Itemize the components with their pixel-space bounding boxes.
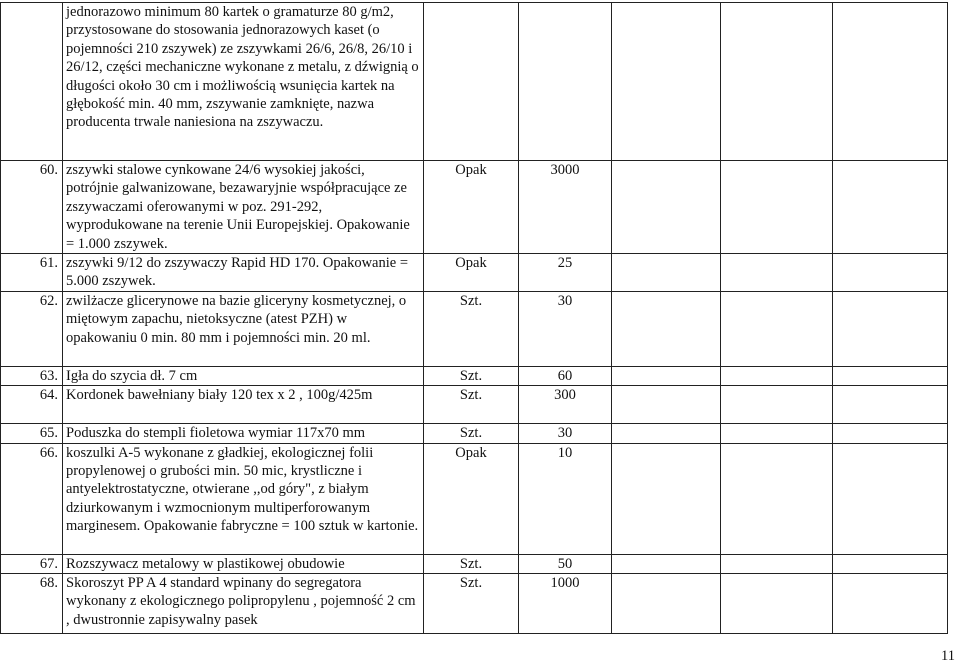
item-unit-cell (424, 291, 519, 366)
empty-cell-cell (833, 366, 948, 385)
item-unit-cell (424, 161, 519, 254)
empty-cell-cell (721, 424, 833, 443)
item-number: 64. (39, 387, 58, 404)
item-quantity-cell (519, 3, 612, 161)
empty-cell-cell (612, 386, 721, 424)
item-number-cell (1, 3, 63, 161)
item-quantity-cell (519, 443, 612, 554)
empty-cell-cell (721, 574, 833, 634)
empty-cell-cell (833, 291, 948, 366)
item-description: Igła do szycia dł. 7 cm (66, 367, 198, 384)
item-unit: Szt. (459, 387, 483, 404)
item-quantity: 3000 (550, 162, 580, 178)
item-unit-cell (424, 366, 519, 385)
empty-cell-cell (833, 161, 948, 254)
item-quantity: 25 (557, 255, 573, 272)
item-description-cell (63, 161, 424, 254)
table-row (1, 161, 948, 254)
empty-cell-cell (721, 161, 833, 254)
item-unit-cell (424, 254, 519, 292)
item-unit: Szt. (459, 555, 483, 572)
item-quantity-cell (519, 254, 612, 292)
empty-cell-cell (612, 3, 721, 161)
item-unit: Szt. (459, 425, 483, 442)
empty-cell-cell (721, 366, 833, 385)
item-unit: Szt. (459, 367, 483, 384)
empty-cell-cell (833, 3, 948, 161)
empty-cell-cell (833, 386, 948, 424)
empty-cell-cell (612, 574, 721, 634)
item-quantity: 60 (557, 367, 573, 384)
item-description-cell (63, 291, 424, 366)
item-quantity: 10 (557, 444, 573, 461)
item-number-cell (1, 574, 63, 634)
item-description-cell (63, 574, 424, 634)
item-number: 67. (39, 555, 58, 572)
empty-cell-cell (721, 443, 833, 554)
item-unit: Szt. (459, 292, 483, 309)
table-row (1, 254, 948, 292)
item-number-cell (1, 161, 63, 254)
empty-cell-cell (612, 366, 721, 385)
item-description-cell (63, 443, 424, 554)
item-description-cell (63, 3, 424, 161)
item-unit-cell (424, 574, 519, 634)
item-description: koszulki A-5 wykonane z gładkiej, ekologicznej folii propylenowej o grubości min. 50 mic, krystliczne i antyelektrostatyczne, otwierane ,,od góry", z białym dziurkowanym i wzmocnionym multiperforowanym marginesem. Opakowanie fabryczne = 100 sztuk w kartonie. (66, 444, 419, 535)
item-description-cell (63, 386, 424, 424)
empty-cell-cell (833, 443, 948, 554)
table-row (1, 443, 948, 554)
item-description-cell (63, 366, 424, 385)
item-description: Rozszywacz metalowy w plastikowej obudowie (66, 555, 345, 572)
item-quantity: 30 (557, 292, 573, 309)
item-unit: Opak (455, 444, 487, 461)
empty-cell-cell (612, 443, 721, 554)
empty-cell-cell (833, 424, 948, 443)
empty-cell-cell (612, 254, 721, 292)
item-number-cell (1, 424, 63, 443)
item-unit-cell (424, 3, 519, 161)
table-row (1, 554, 948, 573)
item-number-cell (1, 554, 63, 573)
item-unit: Opak (455, 255, 487, 272)
item-quantity: 50 (557, 555, 573, 572)
item-quantity-cell (519, 424, 612, 443)
item-quantity-cell (519, 554, 612, 573)
item-description: zszywki 9/12 do zszywaczy Rapid HD 170. Opakowanie = 5.000 zszywek. (66, 255, 412, 290)
item-number: 61. (39, 255, 58, 272)
empty-cell-cell (721, 554, 833, 573)
item-description: zwilżacze glicerynowe na bazie gliceryny kosmetycznej, o miętowym zapachu, nietoksyczne (atest PZH) w opakowaniu 0 min. 80 mm i pojemności min. 20 ml. (66, 292, 410, 346)
item-quantity-cell (519, 291, 612, 366)
item-description: Poduszka do stempli fioletowa wymiar 117x70 mm (66, 425, 366, 442)
item-quantity: 1000 (550, 575, 580, 592)
table-row (1, 3, 948, 161)
item-unit-cell (424, 443, 519, 554)
item-unit: Szt. (459, 575, 483, 592)
table-row (1, 366, 948, 385)
item-number: 65. (39, 425, 58, 442)
page-number: 11 (941, 648, 955, 664)
item-unit-cell (424, 554, 519, 573)
empty-cell-cell (833, 254, 948, 292)
empty-cell-cell (721, 386, 833, 424)
item-number: 66. (39, 444, 58, 461)
item-quantity-cell (519, 574, 612, 634)
item-unit-cell (424, 386, 519, 424)
item-description: jednorazowo minimum 80 kartek o gramaturze 80 g/m2, przystosowane do stosowania jednorazowych kaset (o pojemności 210 zszywek) ze zszywkami 26/6, 26/8, 26/10 i 26/12, części mechaniczne wykonane z metalu, z dźwignią o długości około 30 cm i możliwością wsunięcia kartek na głębokość min. 40 mm, zszywanie zamknięte, nazwa producenta trwale naniesiona na zszywaczu. (66, 4, 423, 131)
empty-cell-cell (721, 291, 833, 366)
empty-cell-cell (612, 161, 721, 254)
specification-table (0, 2, 948, 634)
item-number-cell (1, 386, 63, 424)
empty-cell-cell (833, 554, 948, 573)
item-number: 62. (39, 292, 58, 309)
item-quantity-cell (519, 366, 612, 385)
item-description-cell (63, 554, 424, 573)
table-row (1, 574, 948, 634)
table-body (1, 3, 948, 634)
empty-cell-cell (721, 254, 833, 292)
item-number-cell (1, 291, 63, 366)
table-row (1, 386, 948, 424)
item-unit: Opak (455, 162, 487, 178)
item-quantity: 30 (557, 425, 573, 442)
empty-cell-cell (612, 554, 721, 573)
item-description: Skoroszyt PP A 4 standard wpinany do segregatora wykonany z ekologicznego polipropylenu , pojemność 2 cm , dwustronnie zapisywalny pasek (66, 575, 420, 628)
item-number: 60. (39, 162, 58, 178)
item-unit-cell (424, 424, 519, 443)
item-number: 68. (39, 575, 58, 592)
item-number-cell (1, 443, 63, 554)
item-description: Kordonek bawełniany biały 120 tex x 2 , 100g/425m (66, 387, 373, 404)
item-number-cell (1, 254, 63, 292)
empty-cell-cell (612, 424, 721, 443)
item-number: 63. (39, 367, 58, 384)
item-description: zszywki stalowe cynkowane 24/6 wysokiej jakości, potrójnie galwanizowane, bezawaryjnie współpracujące ze zszywaczami oferowanymi w poz. 291-292, wyprodukowane na terenie Unii Europejskiej. Opakowanie = 1.000 zszywek. (66, 162, 414, 252)
empty-cell-cell (612, 291, 721, 366)
item-quantity-cell (519, 161, 612, 254)
table-row (1, 291, 948, 366)
item-description-cell (63, 254, 424, 292)
item-description-cell (63, 424, 424, 443)
empty-cell-cell (833, 574, 948, 634)
item-quantity: 300 (554, 387, 576, 404)
table-row (1, 424, 948, 443)
item-quantity-cell (519, 386, 612, 424)
empty-cell-cell (721, 3, 833, 161)
item-number-cell (1, 366, 63, 385)
